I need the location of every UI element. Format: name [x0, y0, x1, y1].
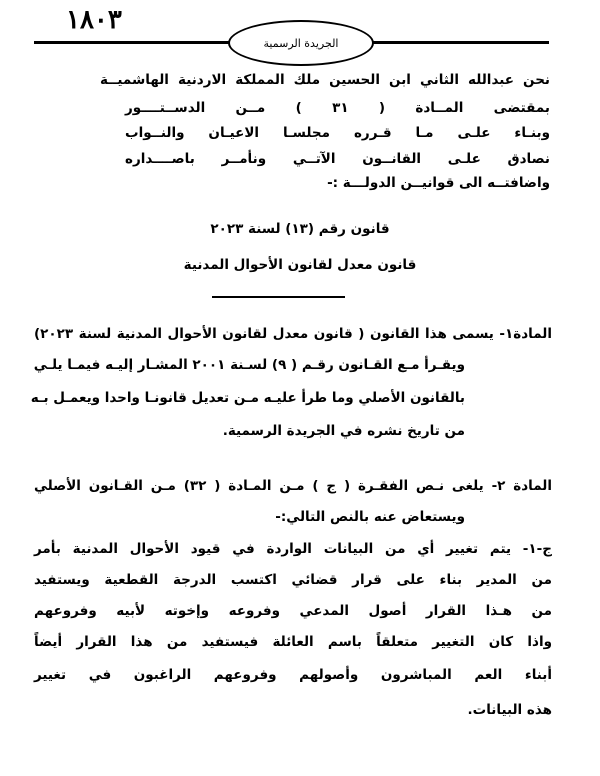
- article2-line: ويستعاض عنه بالنص التالي:-: [275, 509, 465, 525]
- preamble-line: وبنـاء علـى مـا قـرره مجلسـا الاعيـان والنــواب: [125, 125, 550, 141]
- title-divider: [212, 296, 345, 298]
- article1-line: المادة١- يسمى هذا القانون ( قانون معدل لقانون الأحوال المدنية لسنة ٢٠٢٣): [34, 326, 552, 342]
- article2-paragraph-line: أبناء العم المباشرون وأصولهم وفروعهم الراغبون في تغيير: [34, 667, 552, 683]
- article2-paragraph-line: هذه البيانات.: [467, 702, 552, 718]
- preamble-line: بمقتضى المــادة ( ٣١ ) مــن الدســتــــور: [125, 100, 550, 116]
- article1-line: بالقانون الأصلي وما طرأ عليـه مـن تعديل قانونـا واحدا ويعمـل بـه: [30, 390, 465, 406]
- article2-line: المادة ٢- يلغى نـص الفقـرة ( ج ) مـن المـادة ( ٣٢) مـن القـانون الأصلي: [34, 478, 552, 494]
- page-number: ١٨٠٣: [66, 5, 122, 35]
- preamble-line: نحن عبدالله الثاني ابن الحسين ملك المملكة الاردنية الهاشميــة: [100, 72, 550, 88]
- law-number: قانون رقم (١٣) لسنة ٢٠٢٣: [210, 221, 390, 237]
- preamble-line: واضافتــه الى قوانيــن الدولـــة :-: [327, 175, 550, 191]
- preamble-line: نصادق علـى القانــون الآتــي ونأمــر باصــــداره: [125, 151, 550, 167]
- article2-paragraph-line: واذا كان التغيير متعلقاً باسم العائلة فيستفيد من هذا القرار أيضاً: [34, 634, 552, 650]
- article2-paragraph-line: من هـذا القرار أصول المدعي وفروعه وإخوته لأبيه وفروعهم: [34, 603, 552, 619]
- law-name: قانون معدل لقانون الأحوال المدنية: [183, 257, 417, 273]
- article1-line: من تاريخ نشره في الجريدة الرسمية.: [222, 423, 465, 439]
- article1-line: ويقـرأ مـع القـانون رقـم ( ٩) لسـنة ٢٠٠١ المشـار إليـه فيمـا يلـي: [33, 357, 465, 373]
- article2-paragraph-line: من المدير بناء على قرار قضائي اكتسب الدرجة القطعية ويستفيد: [34, 572, 552, 588]
- publication-title-text: الجريدة الرسمية: [263, 36, 339, 50]
- publication-title: [228, 20, 374, 66]
- article2-paragraph-line: ج-١- يتم تغيير أي من البيانات الواردة في قيود الأحوال المدنية بأمر: [34, 541, 552, 557]
